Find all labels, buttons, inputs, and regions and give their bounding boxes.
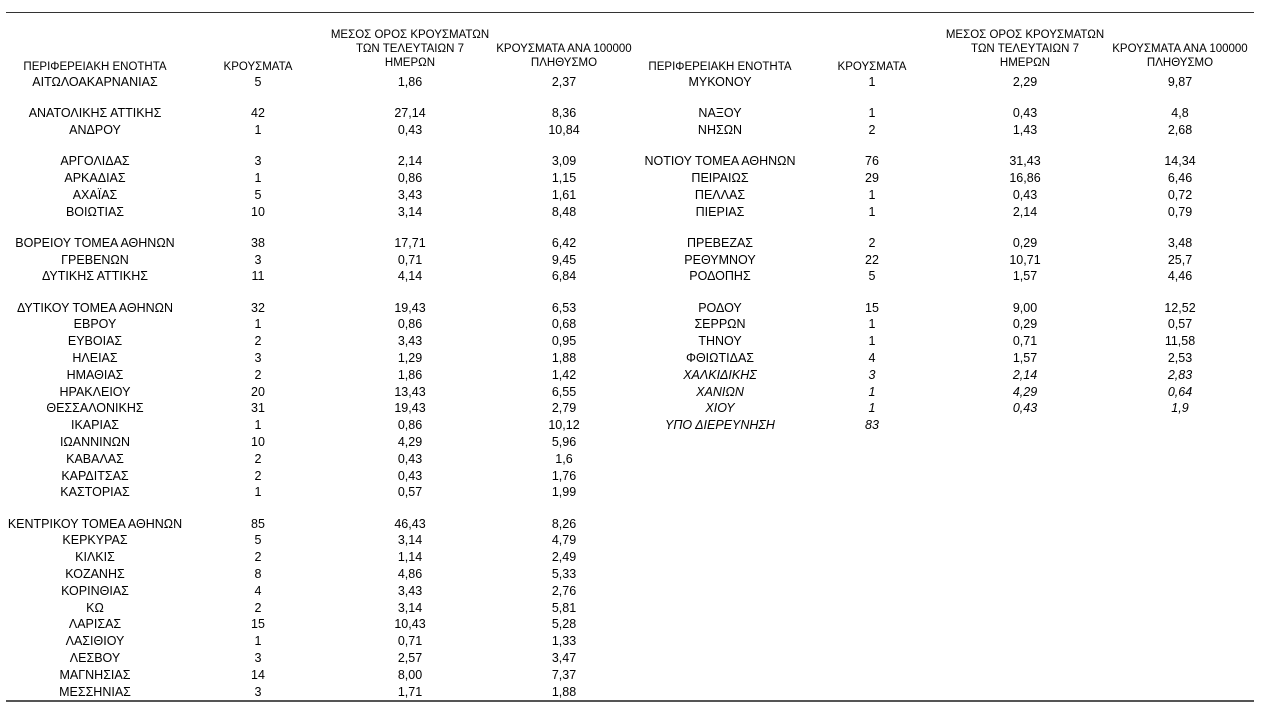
cell-region: ΙΩΑΝΝΙΝΩΝ — [59, 435, 131, 449]
cell-avg7: 0,86 — [397, 171, 423, 185]
cell-per100k: 8,36 — [551, 106, 577, 121]
cell-region: ΧΑΝΙΩΝ — [696, 384, 744, 399]
cell-per100k: 0,72 — [1167, 187, 1193, 202]
cell-region: ΑΡΚΑΔΙΑΣ — [64, 171, 126, 185]
cell-cases: 2 — [868, 235, 876, 250]
cell-region: ΥΠΟ ΔΙΕΡΕΥΝΗΣΗ — [665, 418, 775, 433]
cell-per100k: 2,79 — [551, 401, 577, 416]
cell-cases: 83 — [865, 418, 879, 433]
cell-per100k: 1,88 — [551, 684, 577, 699]
cell-region: ΛΑΡΙΣΑΣ — [68, 617, 122, 632]
cell-cases: 5 — [254, 533, 262, 548]
bottom-rule — [6, 700, 1254, 702]
table-row — [0, 600, 1268, 617]
cell-region: ΡΟΔΟΠΗΣ — [689, 269, 751, 284]
cell-per100k: 5,33 — [551, 567, 577, 581]
table-row — [0, 400, 1268, 417]
cell-avg7: 1,29 — [397, 351, 423, 365]
cell-region: ΠΡΕΒΕΖΑΣ — [686, 235, 754, 250]
cell-cases: 1 — [868, 106, 876, 121]
cell-cases: 15 — [865, 300, 879, 315]
cell-avg7: 0,43 — [397, 451, 423, 466]
cell-avg7: 0,43 — [1012, 401, 1038, 416]
cell-per100k: 6,53 — [551, 300, 577, 315]
cell-region: ΑΝΑΤΟΛΙΚΗΣ ΑΤΤΙΚΗΣ — [28, 106, 162, 121]
right-header-per100k: ΚΡΟΥΣΜΑΤΑ ΑΝΑ 100000 ΠΛΗΘΥΣΜΟ — [1112, 43, 1248, 69]
cell-per100k: 6,55 — [551, 384, 577, 399]
cell-avg7: 1,43 — [1012, 123, 1038, 137]
cell-avg7: 0,43 — [397, 468, 423, 483]
table-row — [0, 532, 1268, 549]
cell-avg7: 2,14 — [1012, 367, 1038, 382]
cell-avg7: 3,43 — [397, 334, 423, 349]
cell-region: ΘΕΣΣΑΛΟΝΙΚΗΣ — [46, 401, 144, 416]
cell-cases: 1 — [254, 418, 262, 433]
cell-region: ΑΙΤΩΛΟΑΚΑΡΝΑΝΙΑΣ — [32, 75, 158, 89]
cell-region: ΗΡΑΚΛΕΙΟΥ — [59, 384, 131, 399]
table-row — [0, 105, 1268, 122]
cell-avg7: 3,14 — [397, 204, 423, 219]
cell-region: ΒΟΡΕΙΟΥ ΤΟΜΕΑ ΑΘΗΝΩΝ — [15, 235, 175, 250]
cell-cases: 15 — [251, 617, 265, 632]
table-row — [0, 122, 1268, 139]
cell-per100k: 2,83 — [1167, 367, 1193, 382]
cell-avg7: 13,43 — [394, 384, 426, 399]
cell-per100k: 1,61 — [551, 187, 577, 202]
cell-cases: 42 — [251, 106, 265, 121]
cell-per100k: 0,57 — [1167, 317, 1193, 332]
cell-cases: 11 — [251, 269, 265, 284]
table-row — [0, 451, 1268, 468]
cell-region: ΜΥΚΟΝΟΥ — [688, 75, 752, 89]
cell-avg7: 1,71 — [397, 684, 423, 699]
cell-cases: 14 — [251, 667, 265, 682]
cell-region: ΚΕΡΚΥΡΑΣ — [62, 533, 128, 548]
cell-region: ΚΩ — [86, 600, 104, 615]
cell-per100k: 9,45 — [551, 252, 577, 267]
cell-cases: 1 — [868, 334, 876, 349]
table-row — [0, 484, 1268, 501]
cell-cases: 3 — [254, 154, 262, 169]
cell-cases: 3 — [254, 252, 262, 267]
cell-avg7: 0,43 — [397, 123, 423, 137]
cell-avg7: 0,29 — [1012, 317, 1038, 332]
cell-per100k: 14,34 — [1164, 154, 1196, 169]
cell-region: ΕΒΡΟΥ — [73, 317, 117, 332]
cell-cases: 1 — [868, 204, 876, 219]
cell-per100k: 6,84 — [551, 269, 577, 284]
cell-avg7: 4,29 — [397, 435, 423, 449]
table-row — [0, 153, 1268, 170]
cell-per100k: 4,79 — [551, 533, 577, 548]
cell-cases: 5 — [868, 269, 876, 284]
table-row — [0, 684, 1268, 701]
cell-region: ΑΝΔΡΟΥ — [69, 123, 121, 137]
table-row — [0, 549, 1268, 566]
table-row — [0, 170, 1268, 187]
cell-per100k: 1,76 — [551, 468, 577, 483]
cell-avg7: 3,14 — [397, 533, 423, 548]
cell-avg7: 17,71 — [394, 235, 426, 250]
cell-region: ΛΑΣΙΘΙΟΥ — [65, 634, 125, 649]
cell-avg7: 1,86 — [397, 75, 423, 89]
cell-cases: 31 — [251, 401, 265, 416]
cell-cases: 3 — [254, 684, 262, 699]
table-row — [0, 650, 1268, 667]
cell-cases: 1 — [868, 401, 876, 416]
cell-cases: 4 — [868, 351, 876, 365]
cell-cases: 1 — [254, 634, 262, 649]
table-row — [0, 616, 1268, 633]
cell-avg7: 16,86 — [1009, 171, 1041, 185]
table-row — [0, 235, 1268, 252]
right-header-avg7: ΜΕΣΟΣ ΟΡΟΣ ΚΡΟΥΣΜΑΤΩΝ ΤΩΝ ΤΕΛΕΥΤΑΙΩΝ 7 ΗΜΕΡΩΝ — [945, 29, 1105, 69]
cell-avg7: 8,00 — [397, 667, 423, 682]
right-header-region: ΠΕΡΙΦΕΡΕΙΑΚΗ ΕΝΟΤΗΤΑ — [648, 61, 792, 73]
cell-per100k: 5,81 — [551, 600, 577, 615]
table-row — [0, 300, 1268, 317]
cell-per100k: 4,46 — [1167, 269, 1193, 284]
table-row — [0, 468, 1268, 485]
cell-avg7: 0,86 — [397, 317, 423, 332]
cell-region: ΡΟΔΟΥ — [698, 300, 742, 315]
cell-per100k: 11,58 — [1164, 334, 1196, 349]
cell-region: ΦΘΙΩΤΙΔΑΣ — [685, 351, 755, 365]
table-row — [0, 417, 1268, 434]
cell-region: ΗΜΑΘΙΑΣ — [66, 367, 124, 382]
cell-cases: 2 — [254, 334, 262, 349]
cell-avg7: 27,14 — [394, 106, 426, 121]
table-row — [0, 516, 1268, 533]
table-row — [0, 633, 1268, 650]
cell-region: ΛΕΣΒΟΥ — [69, 651, 121, 665]
left-header-avg7: ΜΕΣΟΣ ΟΡΟΣ ΚΡΟΥΣΜΑΤΩΝ ΤΩΝ ΤΕΛΕΥΤΑΙΩΝ 7 ΗΜΕΡΩΝ — [330, 29, 490, 69]
cell-avg7: 0,86 — [397, 418, 423, 433]
cell-region: ΚΟΡΙΝΘΙΑΣ — [61, 583, 129, 598]
cell-cases: 85 — [251, 516, 265, 531]
table-row — [0, 583, 1268, 600]
cell-avg7: 1,86 — [397, 367, 423, 382]
cell-per100k: 2,49 — [551, 550, 577, 565]
cell-per100k: 9,87 — [1167, 75, 1193, 89]
table-row — [0, 667, 1268, 684]
table-row — [0, 316, 1268, 333]
cell-avg7: 0,43 — [1012, 106, 1038, 121]
cell-per100k: 7,37 — [551, 667, 577, 682]
left-header-region: ΠΕΡΙΦΕΡΕΙΑΚΗ ΕΝΟΤΗΤΑ — [23, 61, 167, 73]
cell-region: ΣΕΡΡΩΝ — [694, 317, 746, 332]
cell-avg7: 3,14 — [397, 600, 423, 615]
table-row — [0, 367, 1268, 384]
cell-cases: 3 — [254, 351, 262, 365]
cell-per100k: 2,37 — [551, 75, 577, 89]
cell-cases: 2 — [254, 550, 262, 565]
cell-cases: 2 — [254, 600, 262, 615]
cell-cases: 1 — [868, 187, 876, 202]
cell-avg7: 10,43 — [394, 617, 426, 632]
cell-region: ΑΧΑΪΑΣ — [72, 187, 118, 202]
cell-region: ΕΥΒΟΙΑΣ — [67, 334, 123, 349]
cell-cases: 5 — [254, 187, 262, 202]
cell-avg7: 19,43 — [394, 401, 426, 416]
left-header-per100k: ΚΡΟΥΣΜΑΤΑ ΑΝΑ 100000 ΠΛΗΘΥΣΜΟ — [496, 43, 632, 69]
cell-per100k: 25,7 — [1167, 252, 1193, 267]
cell-region: ΚΑΡΔΙΤΣΑΣ — [61, 468, 129, 483]
cell-per100k: 0,95 — [551, 334, 577, 349]
cell-per100k: 3,47 — [551, 651, 577, 665]
cell-region: ΧΙΟΥ — [705, 401, 735, 416]
table-row — [0, 434, 1268, 451]
cell-region: ΑΡΓΟΛΙΔΑΣ — [60, 154, 130, 169]
cell-per100k: 1,9 — [1171, 401, 1189, 416]
cell-cases: 2 — [254, 367, 262, 382]
cell-region: ΧΑΛΚΙΔΙΚΗΣ — [683, 367, 757, 382]
cell-per100k: 2,76 — [551, 583, 577, 598]
cell-region: ΚΟΖΑΝΗΣ — [65, 567, 125, 581]
cell-cases: 10 — [251, 435, 265, 449]
cell-per100k: 1,33 — [551, 634, 577, 649]
cell-cases: 76 — [865, 154, 879, 169]
cell-region: ΒΟΙΩΤΙΑΣ — [65, 204, 125, 219]
cell-avg7: 10,71 — [1009, 252, 1041, 267]
cell-region: ΠΕΙΡΑΙΩΣ — [691, 171, 749, 185]
cell-cases: 2 — [254, 451, 262, 466]
table-row — [0, 268, 1268, 285]
cell-region: ΔΥΤΙΚΗΣ ΑΤΤΙΚΗΣ — [42, 269, 148, 284]
cell-per100k: 1,99 — [551, 485, 577, 500]
cell-avg7: 4,86 — [397, 567, 423, 581]
cell-region: ΔΥΤΙΚΟΥ ΤΟΜΕΑ ΑΘΗΝΩΝ — [16, 300, 174, 315]
cell-avg7: 0,71 — [1012, 334, 1038, 349]
cell-avg7: 3,43 — [397, 583, 423, 598]
cell-per100k: 10,12 — [548, 418, 580, 433]
cell-avg7: 0,71 — [397, 634, 423, 649]
cell-cases: 20 — [251, 384, 265, 399]
cell-cases: 1 — [254, 317, 262, 332]
cell-per100k: 8,26 — [551, 516, 577, 531]
cell-cases: 1 — [868, 317, 876, 332]
cell-avg7: 9,00 — [1012, 300, 1038, 315]
cell-avg7: 3,43 — [397, 187, 423, 202]
cell-cases: 1 — [254, 123, 262, 137]
cell-per100k: 5,96 — [551, 435, 577, 449]
cell-region: ΝΗΣΩΝ — [697, 123, 743, 137]
cell-avg7: 0,43 — [1012, 187, 1038, 202]
right-header-cases: ΚΡΟΥΣΜΑΤΑ — [837, 61, 907, 73]
cell-avg7: 31,43 — [1009, 154, 1041, 169]
cell-region: ΜΑΓΝΗΣΙΑΣ — [59, 667, 131, 682]
cell-region: ΚΙΛΚΙΣ — [75, 550, 115, 565]
cell-region: ΜΕΣΣΗΝΙΑΣ — [59, 684, 131, 699]
cell-avg7: 19,43 — [394, 300, 426, 315]
cell-region: ΝΑΞΟΥ — [698, 106, 742, 121]
cell-cases: 38 — [251, 235, 265, 250]
cell-avg7: 4,29 — [1012, 384, 1038, 399]
cell-per100k: 0,79 — [1167, 204, 1193, 219]
table-row — [0, 350, 1268, 367]
cell-per100k: 12,52 — [1164, 300, 1196, 315]
cell-cases: 32 — [251, 300, 265, 315]
top-rule — [6, 12, 1254, 13]
cell-cases: 10 — [251, 204, 265, 219]
cell-cases: 8 — [254, 567, 262, 581]
cell-avg7: 46,43 — [394, 516, 426, 531]
cell-avg7: 2,14 — [397, 154, 423, 169]
cell-per100k: 1,6 — [555, 451, 573, 466]
cell-region: ΝΟΤΙΟΥ ΤΟΜΕΑ ΑΘΗΝΩΝ — [644, 154, 796, 169]
cell-region: ΚΕΝΤΡΙΚΟΥ ΤΟΜΕΑ ΑΘΗΝΩΝ — [7, 516, 183, 531]
cell-avg7: 2,14 — [1012, 204, 1038, 219]
cell-per100k: 8,48 — [551, 204, 577, 219]
cell-avg7: 0,71 — [397, 252, 423, 267]
cell-avg7: 1,57 — [1012, 351, 1038, 365]
cell-per100k: 6,42 — [551, 235, 577, 250]
cell-cases: 4 — [254, 583, 262, 598]
table-row — [0, 384, 1268, 401]
table-row — [0, 204, 1268, 221]
cell-avg7: 0,29 — [1012, 235, 1038, 250]
cell-avg7: 4,14 — [397, 269, 423, 284]
table-row — [0, 187, 1268, 204]
cell-region: ΙΚΑΡΙΑΣ — [70, 418, 120, 433]
cell-cases: 3 — [868, 367, 876, 382]
cell-cases: 29 — [865, 171, 879, 185]
cell-avg7: 2,57 — [397, 651, 423, 665]
cell-avg7: 1,14 — [397, 550, 423, 565]
cell-per100k: 0,64 — [1167, 384, 1193, 399]
cell-cases: 1 — [254, 485, 262, 500]
cell-cases: 22 — [865, 252, 879, 267]
cell-per100k: 10,84 — [548, 123, 580, 137]
cell-per100k: 2,68 — [1167, 123, 1193, 137]
cell-cases: 2 — [868, 123, 876, 137]
cell-cases: 5 — [254, 75, 262, 89]
cell-cases: 1 — [254, 171, 262, 185]
cell-region: ΠΙΕΡΙΑΣ — [695, 204, 745, 219]
cell-per100k: 3,09 — [551, 154, 577, 169]
table-row — [0, 333, 1268, 350]
cell-per100k: 2,53 — [1167, 351, 1193, 365]
cell-per100k: 4,8 — [1171, 106, 1189, 121]
cell-per100k: 1,88 — [551, 351, 577, 365]
cell-region: ΤΗΝΟΥ — [698, 334, 742, 349]
left-header-cases: ΚΡΟΥΣΜΑΤΑ — [223, 61, 293, 73]
cell-per100k: 1,15 — [551, 171, 577, 185]
table-row — [0, 252, 1268, 269]
cell-cases: 1 — [868, 384, 876, 399]
cell-region: ΠΕΛΛΑΣ — [694, 187, 746, 202]
cell-region: ΚΑΒΑΛΑΣ — [66, 451, 124, 466]
cell-region: ΗΛΕΙΑΣ — [72, 351, 118, 365]
cell-per100k: 1,42 — [551, 367, 577, 382]
cell-avg7: 0,57 — [397, 485, 423, 500]
cell-avg7: 1,57 — [1012, 269, 1038, 284]
cell-per100k: 3,48 — [1167, 235, 1193, 250]
cell-per100k: 0,68 — [551, 317, 577, 332]
cell-cases: 3 — [254, 651, 262, 665]
cell-cases: 2 — [254, 468, 262, 483]
cell-region: ΡΕΘΥΜΝΟΥ — [684, 252, 756, 267]
cell-region: ΓΡΕΒΕΝΩΝ — [61, 252, 129, 267]
cell-per100k: 6,46 — [1167, 171, 1193, 185]
cell-per100k: 5,28 — [551, 617, 577, 632]
cell-cases: 1 — [868, 75, 876, 89]
table-row — [0, 74, 1268, 91]
cell-region: ΚΑΣΤΟΡΙΑΣ — [60, 485, 130, 500]
cell-avg7: 2,29 — [1012, 75, 1038, 89]
table-row — [0, 566, 1268, 583]
